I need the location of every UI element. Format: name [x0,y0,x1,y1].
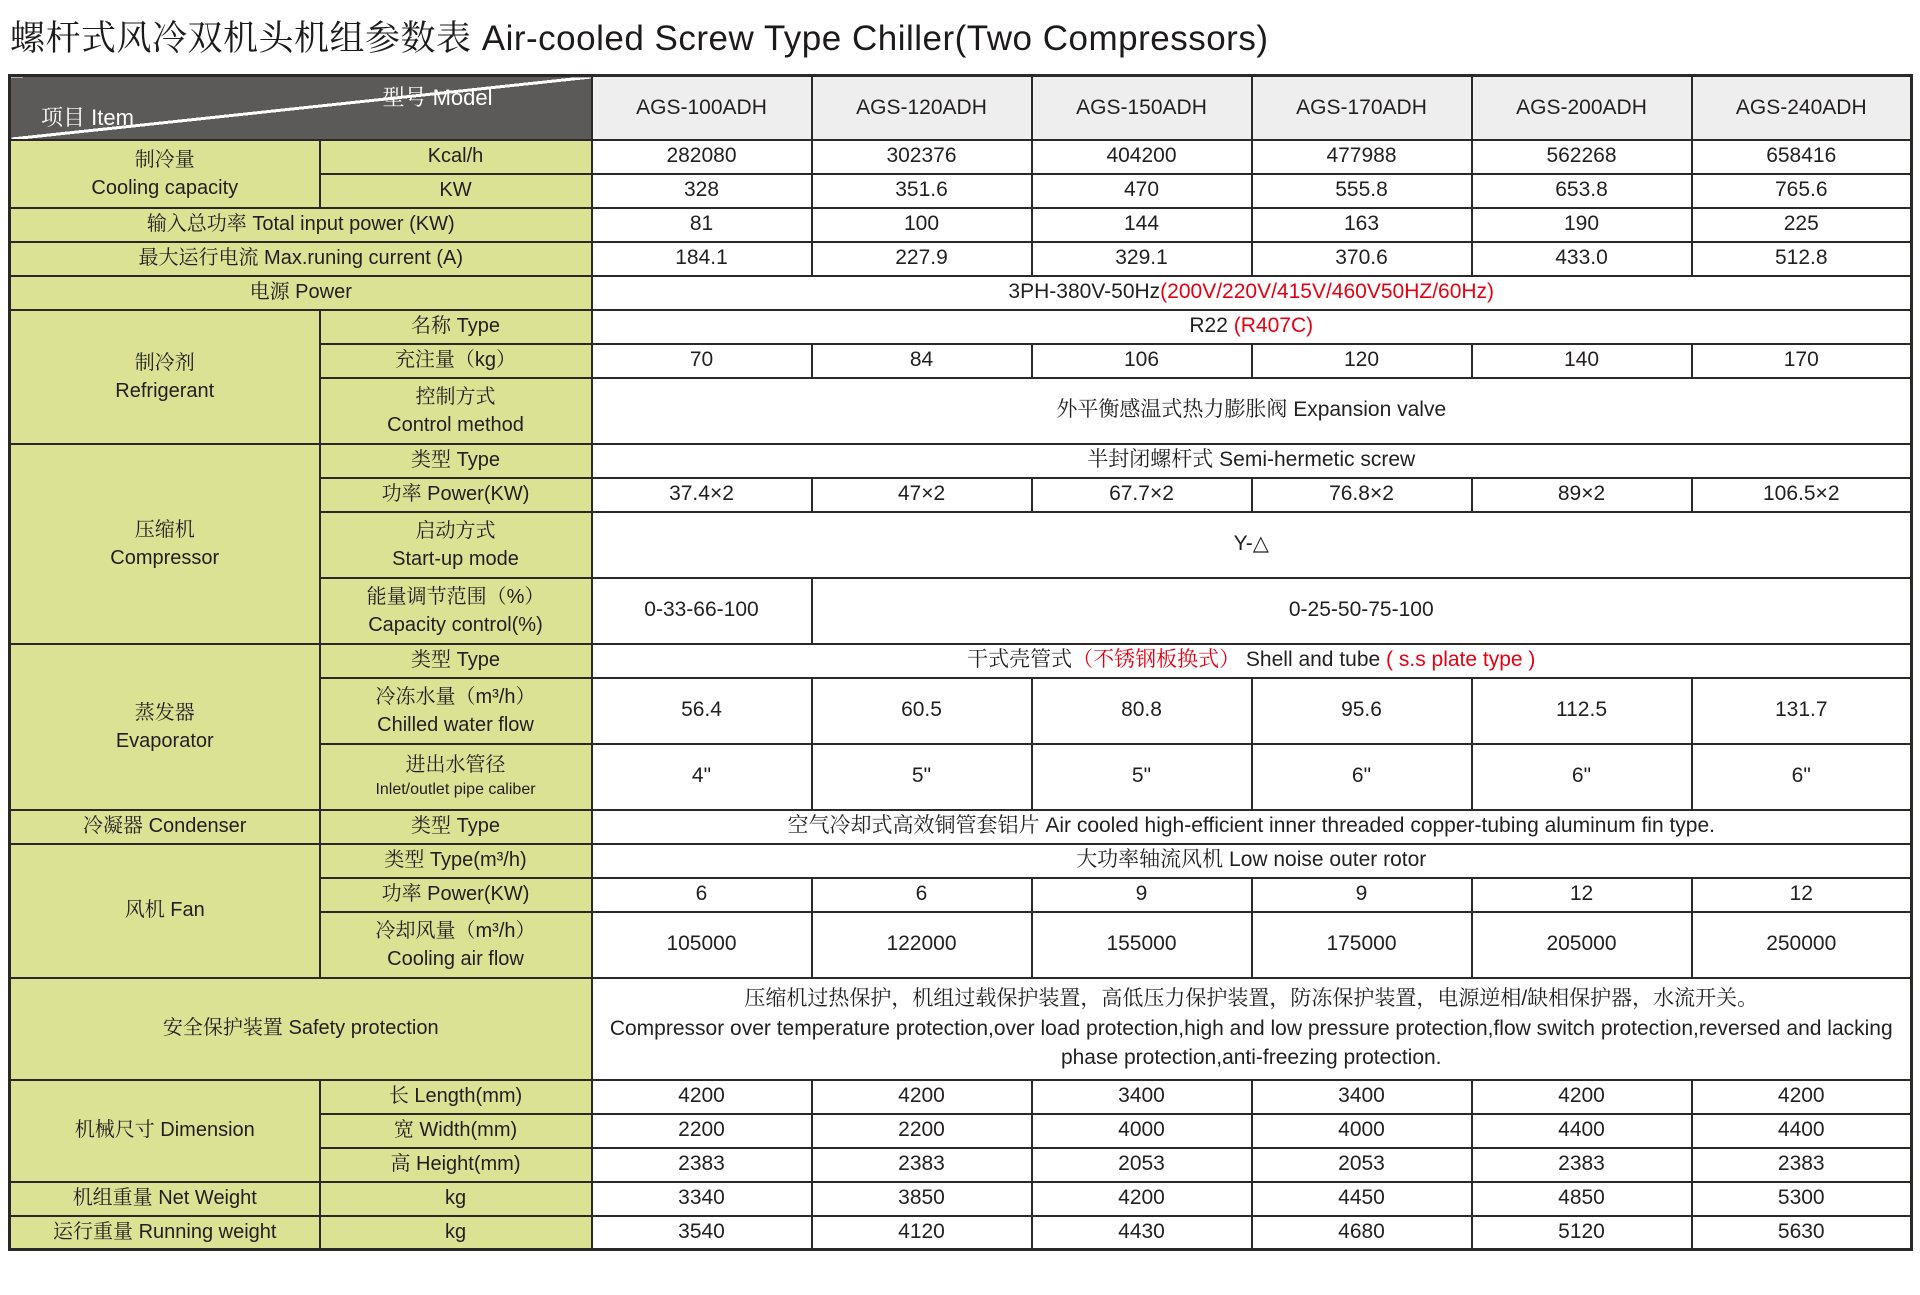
label-cell [320,512,592,578]
highlighted-text: （不锈钢板换式） [1072,648,1241,672]
data-cell: 4400 [1692,1114,1912,1148]
label-cell: 高 Height(mm) [320,1148,592,1182]
label-cell: 类型 Type [320,444,592,478]
highlighted-text: (R407C) [1233,314,1314,338]
label-cell [320,578,592,644]
data-cell: 12 [1472,878,1692,912]
data-cell: 175000 [1252,912,1472,978]
data-cell: 9 [1032,878,1252,912]
table-row [10,444,1912,478]
label-cell: 长 Length(mm) [320,1080,592,1114]
cell-text: Shell and tube [1240,648,1387,672]
highlighted-text: (200V/220V/415V/460V50HZ/60Hz) [1160,280,1495,304]
data-cell [592,310,1912,344]
data-cell: 2200 [812,1114,1032,1148]
model-axis-label: 型号 Model [382,85,493,110]
data-cell: 477988 [1252,140,1472,174]
data-cell: 大功率轴流风机 Low noise outer rotor [592,844,1912,878]
label-cell: 机组重量 Net Weight [10,1182,320,1216]
label-cell: 机械尺寸 Dimension [10,1080,320,1182]
page-title: 螺杆式风冷双机头机组参数表 Air-cooled Screw Type Chiller(Two Compressors) [10,19,1269,58]
data-cell: 370.6 [1252,242,1472,276]
data-cell: 9 [1252,878,1472,912]
table-row [10,810,1912,844]
data-cell: 144 [1032,208,1252,242]
data-cell: 4400 [1472,1114,1692,1148]
data-cell: 112.5 [1472,678,1692,744]
cell-line: Control method [387,413,524,436]
data-cell: 60.5 [812,678,1032,744]
data-cell: 3340 [592,1182,812,1216]
cell-line: 启动方式 [415,519,496,542]
table-row [10,276,1912,310]
label-cell: 宽 Width(mm) [320,1114,592,1148]
data-cell: 6" [1252,744,1472,810]
data-cell: 155000 [1032,912,1252,978]
data-cell: 5120 [1472,1216,1692,1250]
data-cell: 5630 [1692,1216,1912,1250]
data-cell: 6" [1472,744,1692,810]
cell-line: 制冷量 [134,148,195,171]
data-cell: 3850 [812,1182,1032,1216]
cell-line: Cooling air flow [387,947,524,970]
data-cell: 4450 [1252,1182,1472,1216]
data-cell: 47×2 [812,478,1032,512]
cell-line: Compressor over temperature protection,over load protection,high and low pressure protection,flow switch protection,reversed and lacking phase protection,anti-freezing protection. [609,1016,1893,1070]
data-cell: 4200 [592,1080,812,1114]
table-row [10,978,1912,1080]
cell-line: 蒸发器 [134,701,195,724]
data-cell: 205000 [1472,912,1692,978]
label-cell: 名称 Type [320,310,592,344]
data-cell: 5" [1032,744,1252,810]
data-cell: 653.8 [1472,174,1692,208]
data-cell: 106.5×2 [1692,478,1912,512]
table-row [10,1080,1912,1114]
data-cell: 4" [592,744,812,810]
data-cell: 105000 [592,912,812,978]
data-cell: 3400 [1252,1080,1472,1114]
table-row [10,310,1912,344]
highlighted-text: ( s.s plate type ) [1386,648,1536,672]
data-cell: 120 [1252,344,1472,378]
data-cell: 404200 [1032,140,1252,174]
data-cell: 140 [1472,344,1692,378]
model-header-cell: AGS-240ADH [1692,76,1912,140]
cell-line: 进出水管径 [405,754,506,777]
data-cell: 2383 [1472,1148,1692,1182]
data-cell: 433.0 [1472,242,1692,276]
data-cell [592,644,1912,678]
data-cell: 4200 [812,1080,1032,1114]
data-cell: 5300 [1692,1182,1912,1216]
data-cell: 2053 [1032,1148,1252,1182]
data-cell: 4200 [1692,1080,1912,1114]
data-cell: 122000 [812,912,1032,978]
data-cell: 328 [592,174,812,208]
data-cell: 2383 [1692,1148,1912,1182]
item-axis-label: 项目 Item [41,104,134,130]
model-header-cell: AGS-100ADH [592,76,812,140]
cell-line: 压缩机 [134,518,195,541]
cell-text: 干式壳管式 [967,648,1073,672]
data-cell: 6 [592,878,812,912]
label-cell: 电源 Power [10,276,592,310]
cell-line: 冷却风量（m³/h） [375,919,536,942]
data-cell: 37.4×2 [592,478,812,512]
data-cell: 84 [812,344,1032,378]
data-cell: 227.9 [812,242,1032,276]
spec-table [8,74,1913,1251]
table-row [10,1216,1912,1250]
label-cell [10,310,320,444]
data-cell: 184.1 [592,242,812,276]
cell-line: Compressor [110,546,220,569]
label-cell [320,744,592,810]
label-cell: 功率 Power(KW) [320,878,592,912]
label-cell: 运行重量 Running weight [10,1216,320,1250]
model-header-cell: AGS-200ADH [1472,76,1692,140]
label-cell: 风机 Fan [10,844,320,978]
label-cell [10,644,320,810]
data-cell: 6 [812,878,1032,912]
data-cell: 250000 [1692,912,1912,978]
label-cell: 类型 Type(m³/h) [320,844,592,878]
label-cell [320,678,592,744]
data-cell: 555.8 [1252,174,1472,208]
cell-line: 控制方式 [415,385,496,408]
data-cell: 3540 [592,1216,812,1250]
cell-line: 能量调节范围（%） [366,585,545,608]
data-cell: 81 [592,208,812,242]
label-cell: 输入总功率 Total input power (KW) [10,208,592,242]
table-row [10,644,1912,678]
data-cell: 765.6 [1692,174,1912,208]
cell-line: Cooling capacity [91,176,239,199]
label-cell: kg [320,1216,592,1250]
data-cell: 4000 [1032,1114,1252,1148]
data-cell: 4430 [1032,1216,1252,1250]
cell-text: 3PH-380V-50Hz [1008,280,1161,304]
label-cell: KW [320,174,592,208]
data-cell: 4000 [1252,1114,1472,1148]
data-cell: 76.8×2 [1252,478,1472,512]
data-cell: 67.7×2 [1032,478,1252,512]
label-cell [320,912,592,978]
data-cell: 56.4 [592,678,812,744]
data-cell: 4200 [1472,1080,1692,1114]
data-cell: 89×2 [1472,478,1692,512]
data-cell: 4120 [812,1216,1032,1250]
data-cell: 302376 [812,140,1032,174]
data-cell: 2053 [1252,1148,1472,1182]
data-cell: 4850 [1472,1182,1692,1216]
data-cell: 70 [592,344,812,378]
label-cell: 最大运行电流 Max.runing current (A) [10,242,592,276]
table-row [10,242,1912,276]
data-cell: 131.7 [1692,678,1912,744]
cell-line: Capacity control(%) [368,613,543,636]
data-cell [592,276,1912,310]
data-cell: 0-33-66-100 [592,578,812,644]
model-header-cell: AGS-120ADH [812,76,1032,140]
data-cell: 95.6 [1252,678,1472,744]
cell-text: R22 [1189,314,1234,338]
label-cell [320,378,592,444]
label-cell: kg [320,1182,592,1216]
data-cell: 2383 [812,1148,1032,1182]
cell-line: 制冷剂 [134,351,195,374]
data-cell: 外平衡感温式热力膨胀阀 Expansion valve [592,378,1912,444]
corner-header-cell [10,76,592,140]
data-cell: 225 [1692,208,1912,242]
label-cell: 冷凝器 Condenser [10,810,320,844]
label-cell: 类型 Type [320,810,592,844]
label-cell [10,140,320,208]
data-cell: 351.6 [812,174,1032,208]
label-cell: 类型 Type [320,644,592,678]
model-header-cell: AGS-150ADH [1032,76,1252,140]
data-cell: 2200 [592,1114,812,1148]
data-cell: 0-25-50-75-100 [812,578,1912,644]
data-cell: 2383 [592,1148,812,1182]
label-cell: 充注量（kg） [320,344,592,378]
data-cell: 100 [812,208,1032,242]
data-cell: 658416 [1692,140,1912,174]
label-cell: 安全保护装置 Safety protection [10,978,592,1080]
data-cell [592,978,1912,1080]
cell-line: 冷冻水量（m³/h） [375,685,536,708]
label-cell: Kcal/h [320,140,592,174]
data-cell: 190 [1472,208,1692,242]
cell-line: Inlet/outlet pipe caliber [375,781,536,799]
data-cell: 80.8 [1032,678,1252,744]
table-row [10,140,1912,174]
data-cell: 329.1 [1032,242,1252,276]
cell-line: Start-up mode [392,547,519,570]
data-cell: 512.8 [1692,242,1912,276]
spec-table-body [10,76,1912,1250]
data-cell: Y-△ [592,512,1912,578]
model-header-cell: AGS-170ADH [1252,76,1472,140]
table-row [10,844,1912,878]
data-cell: 170 [1692,344,1912,378]
data-cell: 106 [1032,344,1252,378]
data-cell: 282080 [592,140,812,174]
label-cell [10,444,320,644]
data-cell: 5" [812,744,1032,810]
data-cell: 半封闭螺杆式 Semi-hermetic screw [592,444,1912,478]
table-row [10,208,1912,242]
cell-line: 压缩机过热保护，机组过载保护装置，高低压力保护装置，防冻保护装置，电源逆相/缺相保护器，水流开关。 [744,987,1759,1011]
cell-line: Refrigerant [115,379,215,402]
data-cell: 空气冷却式高效铜管套铝片 Air cooled high-efficient inner threaded copper-tubing aluminum fin type. [592,810,1912,844]
label-cell: 功率 Power(KW) [320,478,592,512]
data-cell: 562268 [1472,140,1692,174]
data-cell: 4680 [1252,1216,1472,1250]
table-row [10,76,1912,140]
cell-line: Evaporator [115,729,214,752]
data-cell: 4200 [1032,1182,1252,1216]
data-cell: 6" [1692,744,1912,810]
data-cell: 163 [1252,208,1472,242]
data-cell: 12 [1692,878,1912,912]
cell-line: Chilled water flow [377,713,534,736]
table-row [10,1182,1912,1216]
data-cell: 3400 [1032,1080,1252,1114]
data-cell: 470 [1032,174,1252,208]
